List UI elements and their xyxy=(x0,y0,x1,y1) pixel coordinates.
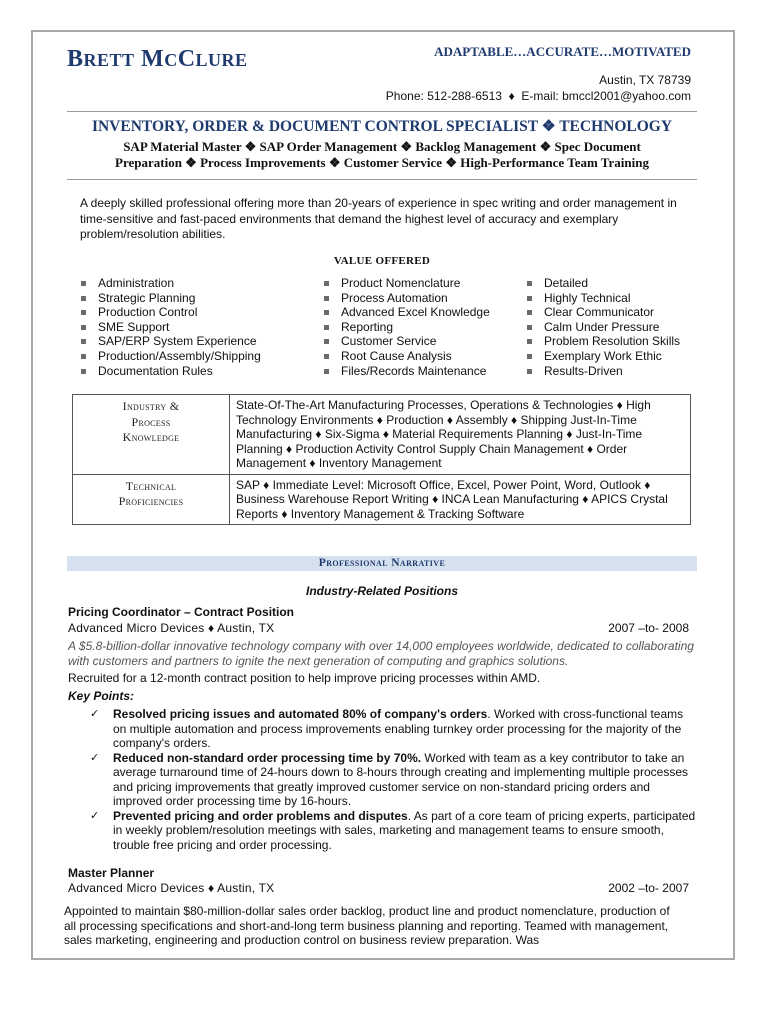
value-offered-title: VALUE OFFERED xyxy=(333,255,431,267)
professional-narrative-header: Professional Narrative xyxy=(67,556,697,571)
technical-proficiencies-label: Technical Proficiencies xyxy=(73,474,230,525)
headline-skills-line-1: SAP Material Master ❖ SAP Order Management ❖ Backlog Management ❖ Spec Document xyxy=(123,139,641,154)
headline-title: INVENTORY, ORDER & DOCUMENT CONTROL SPECIALIST ❖ TECHNOLOGY xyxy=(91,118,673,135)
key-points-label: Key Points: xyxy=(68,689,135,703)
summary-paragraph: A deeply skilled professional offering more than 20-years of experience in spec writing and order management in time-sensitive and fast-paced environments that demand the highest level of accuracy and exemplary problem/resolution abilities. xyxy=(80,196,677,241)
job2-company: Advanced Micro Devices ♦ Austin, TX xyxy=(68,881,275,895)
headline-skills-line-2: Preparation ❖ Process Improvements ❖ Customer Service ❖ High-Performance Team Training xyxy=(115,155,649,170)
value-list-column-2 xyxy=(323,276,490,378)
candidate-name: BRETT MCCLURE xyxy=(67,46,248,72)
list-item: ✓ Reduced non-standard order processing time by 70%. Worked with team as a key contributor to take an average turnaround time of 24-hours down to 8-hours through creating and implementing multiple processes and pricing improvements that greatly improved customer service on non-standard pricing orders and improved order processing time by 16-hours. xyxy=(90,750,688,808)
job2-title: Master Planner xyxy=(68,866,155,880)
list-item: Detailed xyxy=(526,276,680,291)
list-item: Administration xyxy=(80,276,261,291)
list-item: SME Support xyxy=(80,320,261,335)
list-item: Highly Technical xyxy=(526,291,680,306)
list-item: Clear Communicator xyxy=(526,305,680,320)
contact-info xyxy=(386,72,691,104)
checkmark-icon: ✓ xyxy=(90,708,100,720)
list-item: Customer Service xyxy=(323,334,490,349)
list-item: SAP/ERP System Experience xyxy=(80,334,261,349)
checkmark-icon: ✓ xyxy=(90,751,100,764)
email-label: E-mail: xyxy=(521,89,559,103)
job1-company-description: A $5.8-billion-dollar innovative technology company with over 14,000 employees worldwide, dedicated to collaborating with customers and partners to ignite the next generation of computing and graphics solutions. xyxy=(68,639,694,668)
value-list-column-3 xyxy=(526,276,680,378)
job2-role-description: Appointed to maintain $80-million-dollar sales order backlog, product line and product nomenclature, production of all processing specifications and short-and-long term business planning and reporting. Teamed with management, sales marketing, engineering and production control on business review preparation. Was xyxy=(64,904,670,947)
job1-role-description: Recruited for a 12-month contract position to help improve pricing processes within AMD. xyxy=(68,671,541,685)
diamond-separator-icon: ♦ xyxy=(508,89,515,103)
job1-dates: 2007 –to- 2008 xyxy=(608,621,689,635)
technical-proficiencies-text: SAP ♦ Immediate Level: Microsoft Office, Excel, Power Point, Word, Outlook ♦ Business Warehouse Report Writing ♦ INCA Lean Manufacturing ♦ APICS Crystal Reports ♦ Inventory Management & Tracking Software xyxy=(230,474,691,525)
list-item: Strategic Planning xyxy=(80,291,261,306)
list-item: Process Automation xyxy=(323,291,490,306)
industry-positions-subheading: Industry-Related Positions xyxy=(305,584,459,598)
knowledge-table xyxy=(72,394,691,525)
header-divider xyxy=(67,111,697,112)
job2-dates: 2002 –to- 2007 xyxy=(608,881,689,895)
list-item: Advanced Excel Knowledge xyxy=(323,305,490,320)
list-item: Documentation Rules xyxy=(80,364,261,379)
phone-label: Phone: xyxy=(385,89,424,103)
job1-title: Pricing Coordinator – Contract Position xyxy=(68,605,295,619)
checkmark-icon: ✓ xyxy=(90,809,100,822)
key-points-list xyxy=(90,707,698,852)
job1-company: Advanced Micro Devices ♦ Austin, TX xyxy=(68,621,275,635)
email-link[interactable]: bmccl2001@yahoo.com xyxy=(562,89,691,103)
list-item: Root Cause Analysis xyxy=(323,349,490,364)
phone-number[interactable]: 512-288-6513 xyxy=(427,89,502,103)
list-item: Results-Driven xyxy=(526,364,680,379)
list-item: ✓ Prevented pricing and order problems and disputes. As part of a core team of pricing experts, participated in weekly problem/resolution meetings with sales, marketing and management teams to ensure smooth, trouble free pricing and order processing. xyxy=(90,808,696,852)
list-item: Exemplary Work Ethic xyxy=(526,349,680,364)
value-list-column-1 xyxy=(80,276,261,378)
industry-knowledge-label: Industry & Process Knowledge xyxy=(73,395,230,475)
list-item: Files/Records Maintenance xyxy=(323,364,490,379)
list-item: ✓ Resolved pricing issues and automated 80% of company's orders. Worked with cross-functional teams on multiple automation and process improvements enabling turnkey order processing for the majority of the company's orders. xyxy=(90,707,684,750)
headline-divider xyxy=(67,179,697,180)
list-item: Product Nomenclature xyxy=(323,276,490,291)
industry-knowledge-text: State-Of-The-Art Manufacturing Processes, Operations & Technologies ♦ High Technology Environments ♦ Production ♦ Assembly ♦ Shipping Just-In-Time Manufacturing ♦ Six-Sigma ♦ Material Requirements Planning ♦ Just-In-Time Planning ♦ Production Activity Control Supply Chain Management ♦ Order Management ♦ Inventory Management xyxy=(230,395,691,475)
list-item: Production/Assembly/Shipping xyxy=(80,349,261,364)
list-item: Production Control xyxy=(80,305,261,320)
location: Austin, TX 78739 xyxy=(599,73,691,87)
list-item: Calm Under Pressure xyxy=(526,320,680,335)
table-row xyxy=(73,395,691,475)
list-item: Reporting xyxy=(323,320,490,335)
table-row xyxy=(73,474,691,525)
phone-email-line xyxy=(386,88,691,104)
tagline: ADAPTABLE…ACCURATE…MOTIVATED xyxy=(434,44,691,59)
list-item: Problem Resolution Skills xyxy=(526,334,680,349)
